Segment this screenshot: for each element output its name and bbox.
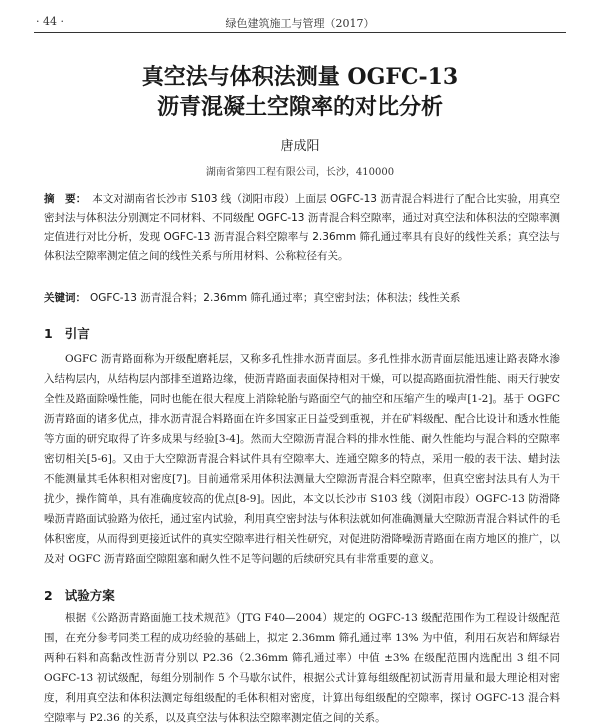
affiliation: 湖南省第四工程有限公司，长沙，410000 bbox=[205, 167, 395, 178]
abstract-label: 摘 要： bbox=[44, 193, 87, 205]
section-2-body: 根据《公路沥青路面施工技术规范》（JTG F40—2004）规定的 OGFC-13 级配范围作为工程设计级配范围，在充分参考同类工程的成功经验的基础上，拟定 2.36mm 筛孔通过率 13% 为中值，利用石灰岩和辉绿岩两种石料和高黏改性沥青分别以 P2.36（2.36mm 筛孔通过率）中值 ±3% 在级配范围内选配出 3 组不同 OGFC-13 初试级配，每组分别制作 5 个马歇尔试件，根据公式计算每组级配初试沥青用量和最大理论相对密度，利用真空法和体积法测定每组级配的毛体积相对密度，计算出每组级配的空隙率，探讨 OGFC-13 混合料空隙率与 P2.36 的关系，以及真空法与体积法空隙率测定值之间的关系。 bbox=[44, 612, 560, 724]
section-2-number: 2 bbox=[44, 588, 53, 603]
running-header bbox=[34, 12, 566, 33]
abstract-text: 本文对湖南省长沙市 S103 线（浏阳市段）上面层 OGFC-13 沥青混合料进行了配合比实验，用真空密封法与体积法分别测定不同材料、不同级配 OGFC-13 沥青混合料空隙率，通过对真空法和体积法的空隙率测定值进行对比分析，发现 OGFC-13 沥青混合料空隙率与 2.36mm 筛孔通过率具有良好的线性关系；真空法与体积法空隙率测定值之间的线性关系与所用材料、公称粒径有关。 bbox=[44, 193, 560, 262]
title-line-2: 沥青混凝土空隙率的对比分析 bbox=[156, 94, 443, 120]
section-1-body: OGFC 沥青路面称为开级配磨耗层，又称多孔性排水沥青面层。多孔性排水沥青面层能迅速让路表降水渗入结构层内，从结构层内部排至道路边缘，使沥青路面表面保持相对干燥，可以提高路面抗滑性能、雨天行驶安全性及路面除噪性能，同时也能在很大程度上消除轮胎与路面空气的抽空和压缩产生的噪声[1-2]。基于 OGFC 沥青路面的诸多优点，排水沥青混合料路面在许多国家正日益受到重视，并在矿料级配、配合比设计和透水性能等方面的研究取得了许多成果与经验[3-4]。然而大空隙沥青混合料的排水性能、耐久性能均与混合料的空隙率密切相关[5-6]。又由于大空隙沥青混合料试件具有空隙率大、连通空隙多的特点，采用一般的表干法、蜡封法不能测量其毛体积相对密度[7]。目前通常采用体积法测量大空隙沥青混合料空隙率，但真空密封法具有人为干扰少，操作简单，具有准确度较高的优点[8-9]。因此，本文以长沙市 S103 线（浏阳市段）OGFC-13 防滑降噪沥青路面试验路为依托，通过室内试验，利用真空密封法与体积法就如何准确测量大空隙沥青混合料试件的毛体积密度，从而得到更接近试件的真实空隙率进行相关性研究，对促进防滑降噪沥青路面在南方地区的推广，以及对 OGFC 沥青路面空隙阻塞和耐久性不足等问题的后续研究具有非常重要的意义。 bbox=[44, 353, 560, 565]
title-line-1: 真空法与体积法测量 OGFC-13 bbox=[141, 64, 459, 90]
journal-name: 绿色建筑施工与管理（2017） bbox=[225, 17, 375, 30]
section-1-number: 1 bbox=[44, 326, 53, 341]
keywords bbox=[44, 289, 560, 308]
author: 唐成阳 bbox=[280, 139, 320, 154]
paper-title bbox=[34, 62, 566, 122]
page-number: · 44 · bbox=[36, 15, 64, 28]
keywords-label: 关键词： bbox=[44, 292, 86, 304]
section-1-title: 引言 bbox=[64, 326, 90, 341]
section-1-heading bbox=[44, 324, 90, 342]
abstract bbox=[44, 190, 560, 266]
keywords-text: OGFC-13 沥青混合料；2.36mm 筛孔通过率；真空密封法；体积法；线性关系 bbox=[90, 292, 461, 304]
section-2-title: 试验方案 bbox=[64, 588, 115, 603]
section-2-heading bbox=[44, 586, 115, 604]
